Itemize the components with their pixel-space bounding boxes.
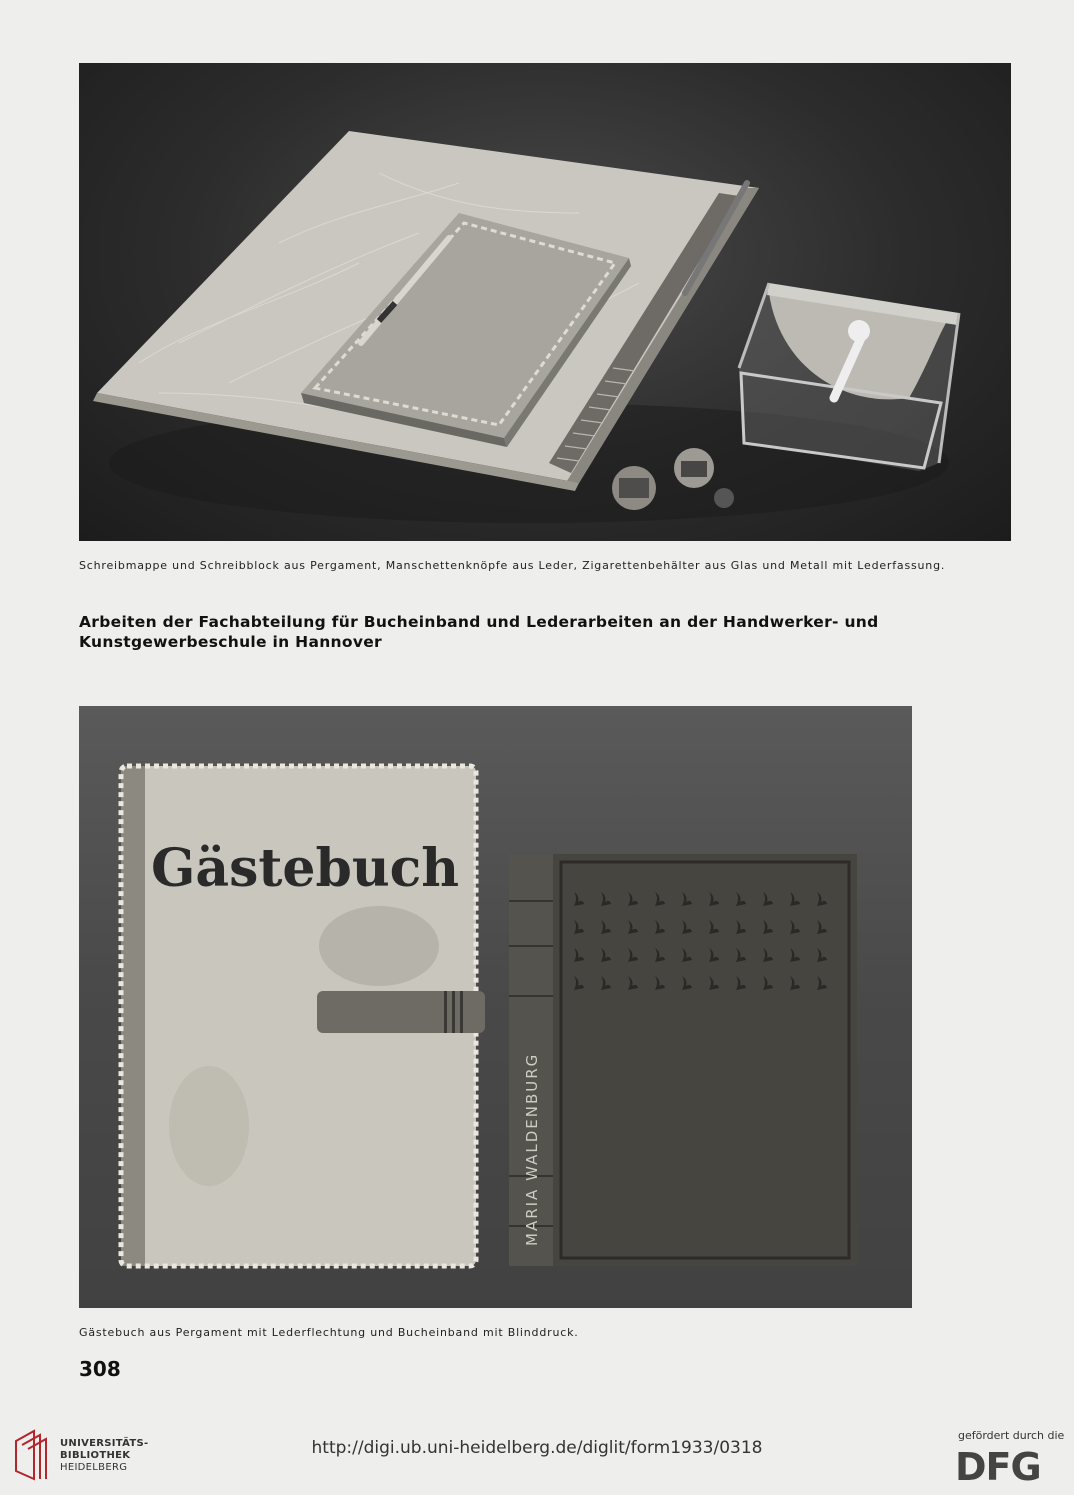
caption-top-photo: Schreibmappe und Schreibblock aus Pergament, Manschettenknöpfe aus Leder, Zigarettenbehälter aus Glas und Metall mit Lederfassung. [79, 559, 946, 572]
source-url-link[interactable]: http://digi.ub.uni-heidelberg.de/diglit/form1933/0318 [311, 1438, 763, 1458]
library-line-1: UNIVERSITÄTS- [60, 1438, 149, 1449]
photo-books [79, 706, 912, 1308]
funding-note: gefördert durch die [958, 1429, 1065, 1442]
photo-writing-set [79, 63, 1011, 541]
writing-set-illustration [79, 63, 1011, 541]
caption-bottom-photo: Gästebuch aus Pergament mit Lederflechtung und Bucheinband mit Blinddruck. [79, 1326, 579, 1339]
cigarette-box [739, 283, 959, 471]
books-illustration [79, 706, 912, 1308]
page-number: 308 [79, 1357, 121, 1381]
book-spine-text: MARIA WALDENBURG [523, 1052, 541, 1246]
dfg-logo: DFG [955, 1445, 1041, 1489]
guestbook-cover-title: Gästebuch [151, 838, 460, 899]
library-line-3: HEIDELBERG [60, 1462, 128, 1473]
blind-tooled-book [509, 854, 857, 1266]
library-line-2: BIBLIOTHEK [60, 1450, 131, 1461]
page-heading: Arbeiten der Fachabteilung für Bucheinband und Lederarbeiten an der Handwerker- und Kunstgewerbeschule in Hannover [79, 613, 879, 651]
